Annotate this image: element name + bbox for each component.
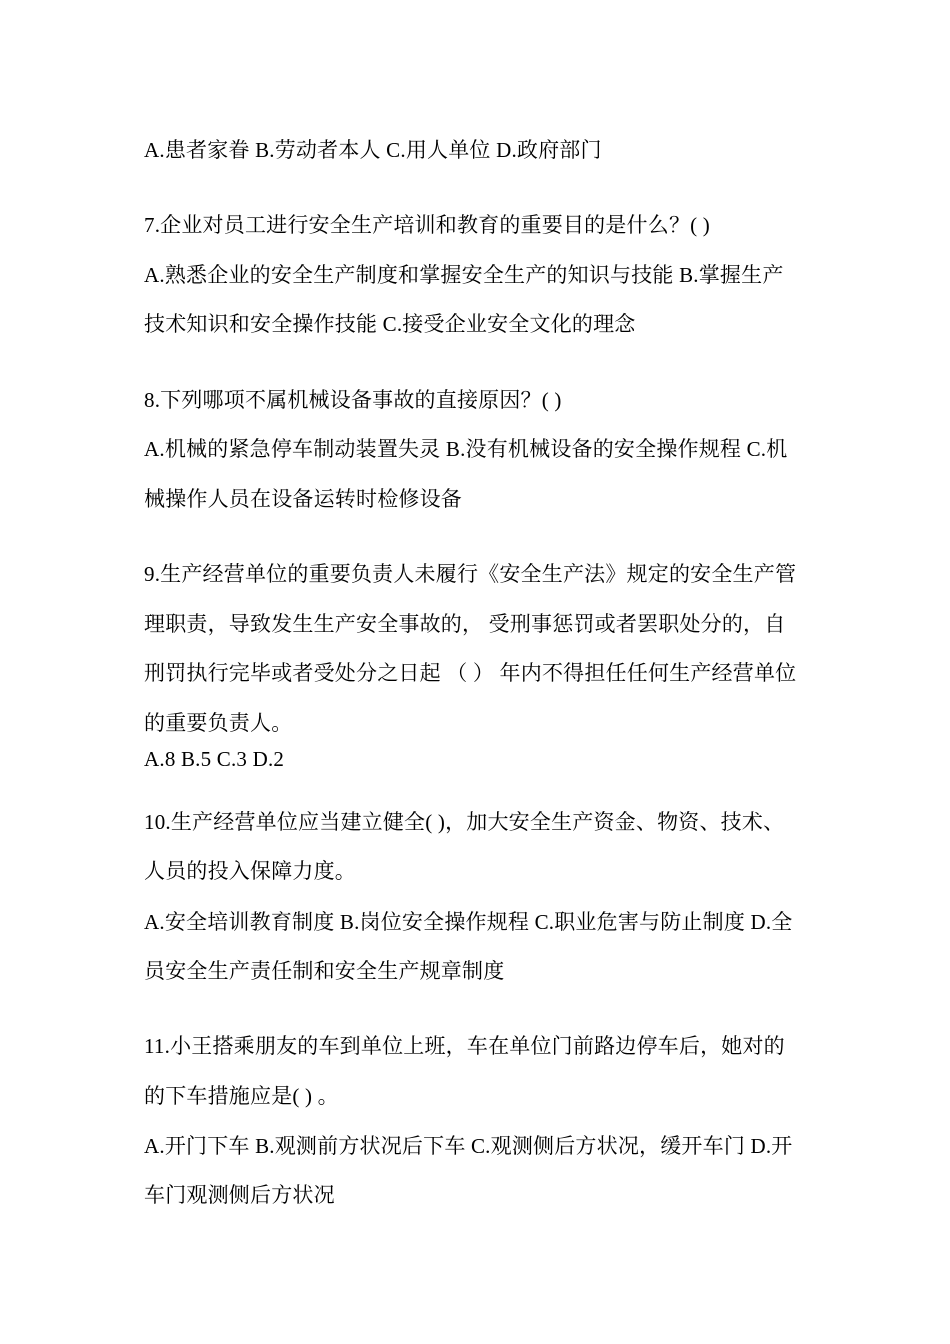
q11-question-line-2: 的下车措施应是( ) 。 <box>144 1084 339 1108</box>
q10-question-line-1: 10.生产经营单位应当建立健全( )，加大安全生产资金、物资、技术、 <box>144 810 785 834</box>
q6-options-line: A.患者家眷 B.劳动者本人 C.用人单位 D.政府部门 <box>144 138 602 162</box>
q11-options-line-1: A.开门下车 B.观测前方状况后下车 C.观测侧后方状况，缓开车门 D.开 <box>144 1134 793 1158</box>
q11-options-line-2: 车门观测侧后方状况 <box>144 1183 335 1207</box>
q10-options-line-2: 员安全生产责任制和安全生产规章制度 <box>144 959 505 983</box>
q9-question-line-2: 理职责，导致发生生产安全事故的， 受刑事惩罚或者罢职处分的，自 <box>144 612 786 636</box>
q10-options-line-1: A.安全培训教育制度 B.岗位安全操作规程 C.职业危害与防止制度 D.全 <box>144 910 793 934</box>
q9-options-line: A.8 B.5 C.3 D.2 <box>144 747 285 771</box>
q10-question-line-2: 人员的投入保障力度。 <box>144 859 356 883</box>
q7-question-line: 7.企业对员工进行安全生产培训和教育的重要目的是什么？( ) <box>144 213 710 237</box>
q11-question-line-1: 11.小王搭乘朋友的车到单位上班，车在单位门前路边停车后，她对的 <box>144 1034 785 1058</box>
q9-question-line-3: 刑罚执行完毕或者受处分之日起 （ ） 年内不得担任任何生产经营单位 <box>144 661 797 685</box>
q8-options-line-2: 械操作人员在设备运转时检修设备 <box>144 487 462 511</box>
q7-options-line-2: 技术知识和安全操作技能 C.接受企业安全文化的理念 <box>144 312 636 336</box>
q9-question-line-1: 9.生产经营单位的重要负责人未履行《安全生产法》规定的安全生产管 <box>144 562 797 586</box>
q8-question-line: 8.下列哪项不属机械设备事故的直接原因？( ) <box>144 388 562 412</box>
q9-question-line-4: 的重要负责人。 <box>144 711 293 735</box>
q7-options-line-1: A.熟悉企业的安全生产制度和掌握安全生产的知识与技能 B.掌握生产 <box>144 263 784 287</box>
q8-options-line-1: A.机械的紧急停车制动装置失灵 B.没有机械设备的安全操作规程 C.机 <box>144 437 788 461</box>
